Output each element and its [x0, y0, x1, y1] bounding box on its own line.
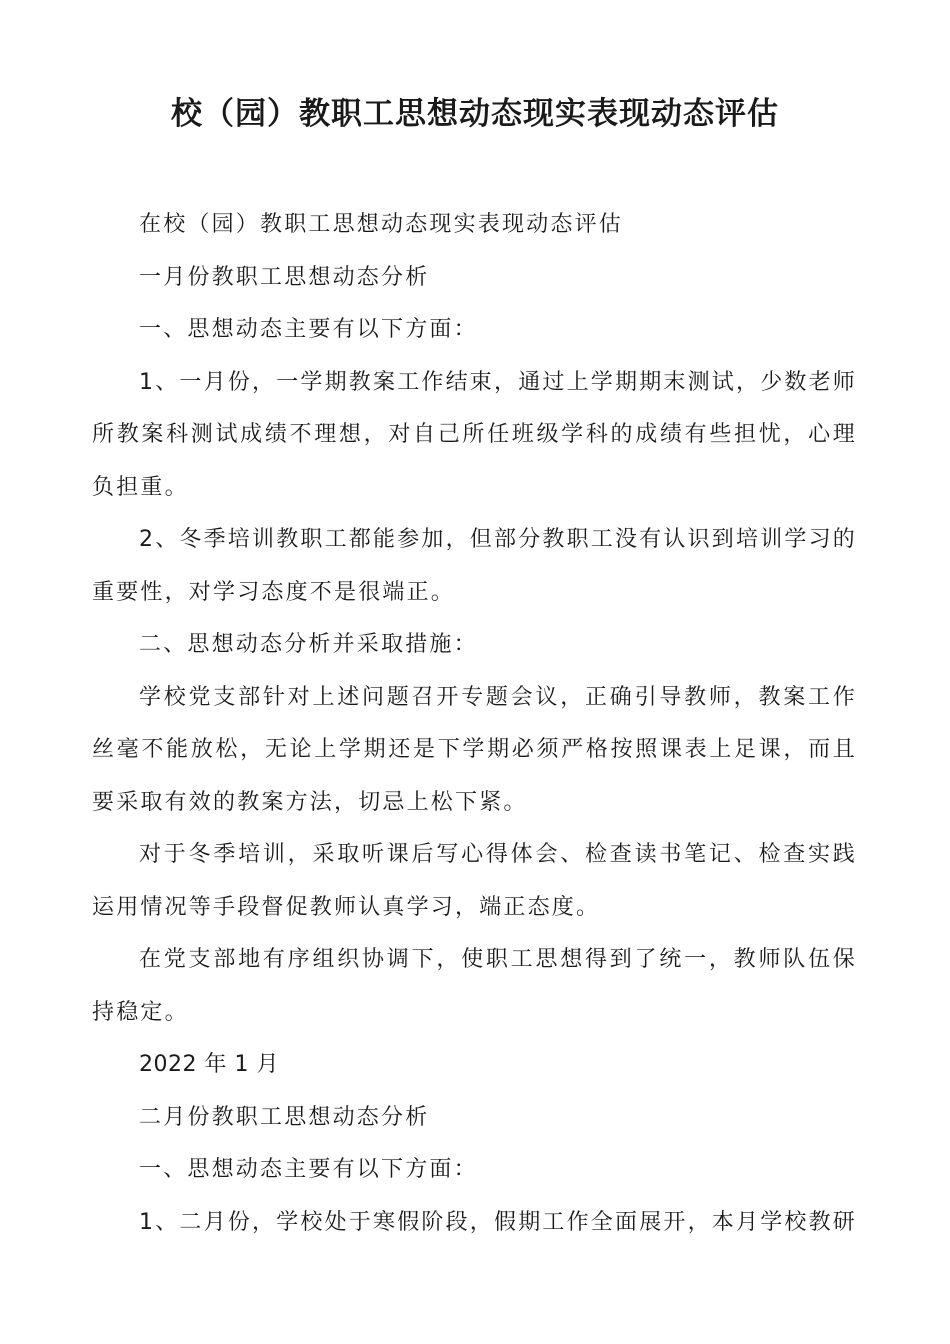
paragraph-february-item-1: 1、二月份，学校处于寒假阶段，假期工作全面展开，本月学校教研	[139, 1209, 857, 1235]
subheading-thought-aspects-february: 一、思想动态主要有以下方面：	[139, 1157, 478, 1182]
subheading-thought-aspects: 一、思想动态主要有以下方面：	[139, 317, 478, 342]
section-heading-february: 二月份教职工思想动态分析	[139, 1104, 430, 1130]
paragraph-measures-1: 学校党支部针对上述问题召开专题会议，正确引导教师，教案工作丝毫不能放松，无论上学期还是下学期必须严格按照课表上足课，而且要采取有效的教案方法，切忌上松下紧。	[92, 684, 857, 815]
paragraph-item-2: 2、冬季培训教职工都能参加，但部分教职工没有认识到培训学习的重要性，对学习态度不是很端正。	[92, 527, 857, 605]
paragraph-measures-3: 在党支部地有序组织协调下，使职工思想得到了统一，教师队伍保持稳定。	[92, 947, 857, 1025]
document-title: 校（园）教职工思想动态现实表现动态评估	[171, 96, 779, 132]
subheading-measures: 二、思想动态分析并采取措施：	[139, 632, 478, 657]
paragraph-measures-2: 对于冬季培训，采取听课后写心得体会、检查读书笔记、检查实践运用情况等手段督促教师认真学习，端正态度。	[92, 842, 857, 920]
paragraph-item-1: 1、一月份，一学期教案工作结束，通过上学期期末测试，少数老师所教案科测试成绩不理想，对自己所任班级学科的成绩有些担忧，心理负担重。	[92, 369, 857, 500]
document-body	[92, 199, 857, 1249]
date-line: 2022 年 1 月	[139, 1052, 279, 1077]
paragraph-intro: 在校（园）教职工思想动态现实表现动态评估	[139, 212, 624, 237]
section-heading-january: 一月份教职工思想动态分析	[139, 264, 430, 290]
